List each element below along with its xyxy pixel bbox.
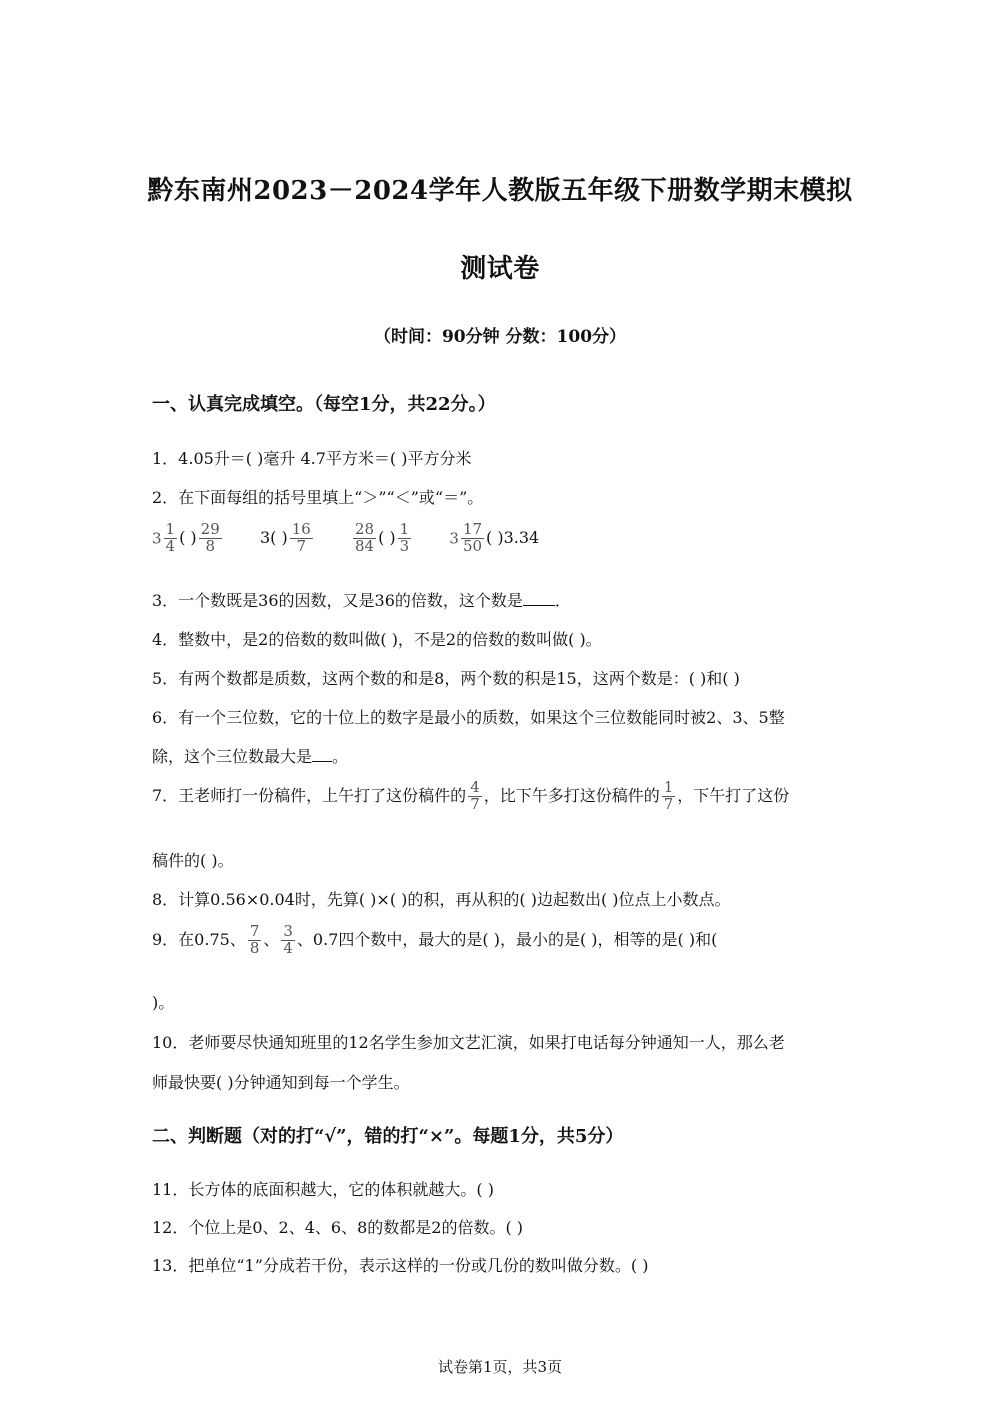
g3-fraction: $\frac{28}{84}$ [354,520,375,555]
g2-left[interactable]: 3( ) [259,527,288,547]
question-8: 8．计算0.56×0.04时，先算( )×( )的积，再从积的( )边起数出( )位点上小数点。 [152,890,731,909]
exam-title-line1: 黔东南州2023－2024学年人教版五年级下册数学期末模拟 [147,176,853,206]
q6-blank[interactable] [312,747,332,762]
g1-fraction: $\frac{1}{4}$ [165,520,176,555]
exam-info: （时间：90分钟 分数：100分） [373,327,627,347]
g1-whole: 3 [152,529,162,548]
q7-fraction-2: $\frac{1}{7}$ [663,778,674,813]
exam-title-line2: 测试卷 [460,254,540,284]
question-13: 13．把单位“1”分成若干份，表示这样的一份或几份的数叫做分数。( ) [152,1256,649,1275]
question-11: 11．长方体的底面积越大，它的体积就越大。( ) [152,1180,494,1199]
q9-fraction-2: $\frac{3}{4}$ [283,922,293,957]
question-5: 5．有两个数都是质数，这两个数的和是8，两个数的积是15，这两个数是：( )和( ) [152,669,740,688]
page-footer: 试卷第1页，共3页 [437,1358,563,1376]
question-12: 12．个位上是0、2、4、6、8的数都是2的倍数。( ) [152,1218,524,1237]
question-1: 1．4.05升＝( )毫升 4.7平方米＝( )平方分米 [152,449,472,468]
question-9-line1: 9．在0.75、 $\frac{7}{8}$ 、 $\frac{3}{4}$ 、0.7四个数中，最大的是( )，最小的是( )，相等的是( )和( [152,922,718,957]
question-6-line2: 除，这个三位数最大是 。 [152,747,349,766]
g1-right-fraction: $\frac{29}{8}$ [200,520,220,555]
question-2: 2．在下面每组的括号里填上“＞”“＜”或“＝”。 [152,488,484,507]
g3-blank[interactable]: ( ) [378,527,396,547]
question-9-line2: )。 [152,993,175,1012]
section-heading-fill-in: 一、认真完成填空。（每空1分，共22分。） [152,394,496,415]
g2-fraction: $\frac{16}{7}$ [291,520,311,555]
q9-fraction-1: $\frac{7}{8}$ [249,922,260,957]
g4-fraction: $\frac{17}{50}$ [462,520,483,555]
g4-whole: 3 [449,529,459,548]
question-10-line1: 10．老师要尽快通知班里的12名学生参加文艺汇演，如果打电话每分钟通知一人，那么老 [152,1033,785,1052]
g4-blank[interactable]: ( ) [486,527,504,547]
g4-right: 3.34 [503,527,540,547]
question-2-comparisons [152,522,539,555]
g3-right-fraction: $\frac{1}{3}$ [399,520,410,555]
question-6-line1: 6．有一个三位数，它的十位上的数字是最小的质数，如果这个三位数能同时被2、3、5整 [152,708,785,727]
question-7-line2: 稿件的( )。 [152,851,234,870]
section-heading-true-false: 二、判断题（对的打“√”，错的打“×”。每题1分，共5分） [152,1126,624,1147]
question-3: 3．一个数既是36的因数，又是36的倍数，这个数是 ． [152,591,571,610]
q3-blank[interactable] [523,591,555,606]
question-7-line1: 7．王老师打一份稿件，上午打了这份稿件的 $\frac{4}{7}$ ，比下午多打这份稿件的 $\frac{1}{7}$ ，下午打了这份 [152,778,790,813]
g1-blank[interactable]: ( ) [179,527,197,547]
question-10-line2: 师最快要( )分钟通知到每一个学生。 [152,1073,410,1092]
q7-fraction-1: $\frac{4}{7}$ [470,778,480,813]
question-4: 4．整数中，是2的倍数的数叫做( )，不是2的倍数的数叫做( )。 [152,630,602,649]
